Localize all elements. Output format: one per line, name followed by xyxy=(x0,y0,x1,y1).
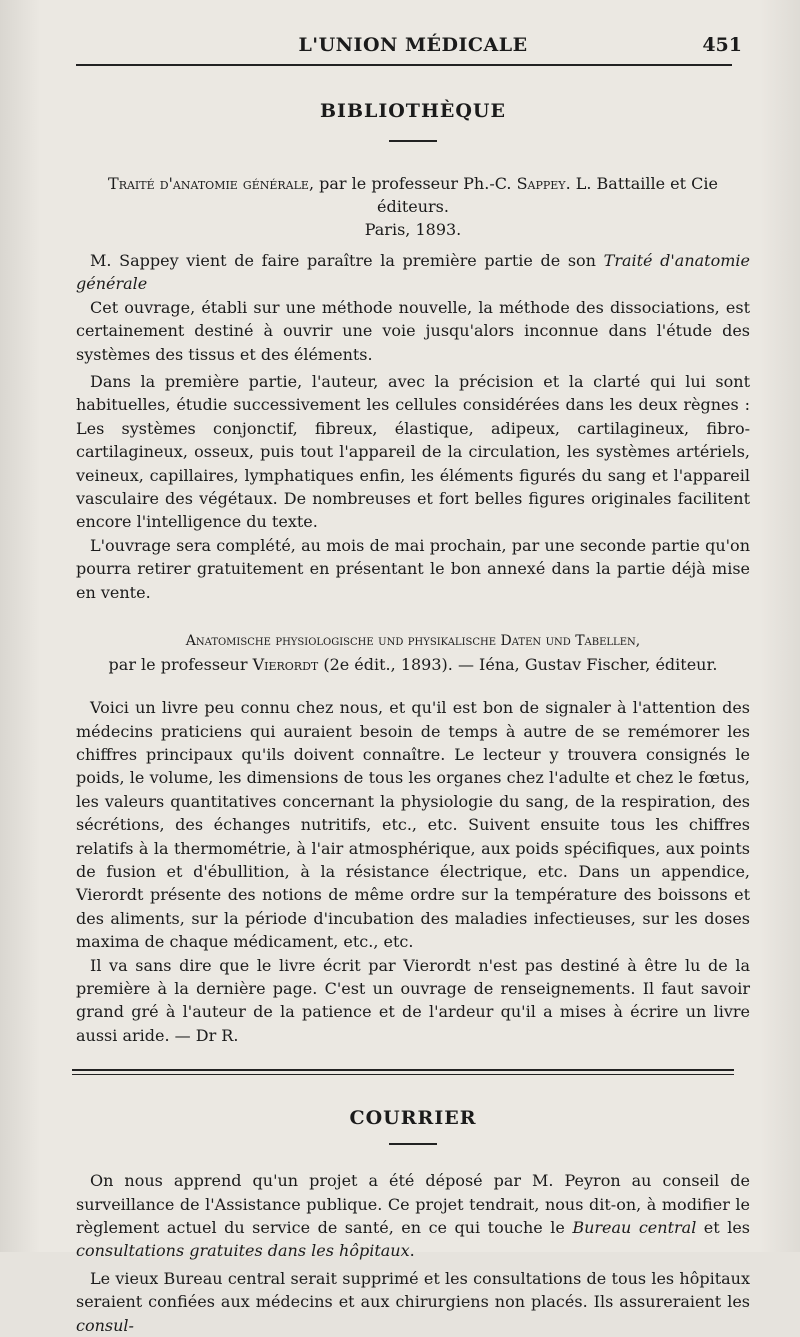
courrier-p1-text-c: . xyxy=(409,1241,415,1261)
courrier-title: COURRIER xyxy=(349,1107,477,1130)
courrier-p1-text-a: On nous apprend qu'un projet a été déposé par M. Peyron au conseil de surveillance de l'Assistance publique. Ce projet tendrait, nous dit-on, à modifier le règlement actuel du service de santé, en ce qui touche le xyxy=(76,1171,750,1237)
running-title: L'UNION MÉDICALE xyxy=(298,34,528,56)
book-reference-2 xyxy=(76,628,750,676)
ref2-tail: (2e édit., 1893). — Iéna, Gustav Fischer, éditeur. xyxy=(318,655,718,675)
courrier-paragraph-1 xyxy=(76,1169,750,1263)
ref2-title: Anatomische physiologische und physikalische Daten und Tabellen, xyxy=(185,633,641,650)
p1-text: M. Sappey vient de faire paraître la première partie de son xyxy=(90,251,604,270)
paragraph-3: Dans la première partie, l'auteur, avec la précision et la clarté qui lui sont habituelles, étudie successivement les cellules considérées dans les deux règnes : Les systèmes conjonctif, fibreux, élastique, adipeux, cartilagineux, fibro-cartilagineux, osseux, puis tout l'appareil de la circulation, les systèmes artériels, veineux, capillaires, lymphatiques enfin, les éléments figurés du sang et l'appareil vasculaire des végétaux. De nombreuses et fort belles figures originales facilitent encore l'intelligence du texte. xyxy=(76,372,750,532)
ref1-author: appey xyxy=(527,174,566,193)
bibliotheque-rule xyxy=(389,140,437,142)
p1-italic: Traité d'anatomie générale xyxy=(76,251,751,294)
ref2-by: par le professeur xyxy=(108,655,253,675)
paragraph-1 xyxy=(76,249,750,296)
book-reference-1 xyxy=(76,172,750,241)
courrier-p1-text-b: et les xyxy=(696,1218,750,1237)
paragraph-6: Il va sans dire que le livre écrit par Vierordt n'est pas destiné à être lu de la première à la dernière page. C'est un ouvrage de renseignements. Il faut savoir grand gré à l'auteur de la patience et de l'ardeur qu'il a mises à écrire un livre aussi aride. — Dr R. xyxy=(76,955,750,1045)
page-number: 451 xyxy=(702,34,742,56)
header-rule xyxy=(76,64,732,66)
courrier-p2-text: Le vieux Bureau central serait supprimé et les consultations de tous les hôpitaux seraient confiées aux médecins et aux chirurgiens non placés. Ils assureraient les xyxy=(76,1268,750,1312)
ref2-author: Vierordt xyxy=(252,655,319,675)
courrier-p2-italic: consul- xyxy=(76,1315,134,1335)
ref1-place: Paris, 1893. xyxy=(364,220,462,239)
courrier-p1-italic-1: Bureau central xyxy=(572,1218,697,1237)
paragraph-5: Voici un livre peu connu chez nous, et qu'il est bon de signaler à l'attention des médecins praticiens qui auraient besoin de temps à autre de se remémorer les chiffres principaux qu'ils doivent connaître. Le lecteur y trouvera consignés le poids, le volume, les dimensions de tous les organes chez l'adulte et chez le fœtus, les valeurs quantitatives concernant la physiologie du sang, de la respiration, des sécrétions, des échanges nutritifs, etc., etc. Suivent ensuite tous les chiffres relatifs à la thermométrie, à l'air atmosphérique, aux poids spécifiques, aux points de fusion et d'ébullition, à la résistance électrique, etc. Dans un appendice, Vierordt présente des notions de même ordre sur la température des boissons et des aliments, sur la période d'incubation des maladies infectieuses, sur les doses maxima de chaque médicament, etc., etc. xyxy=(76,698,750,952)
paragraph-4: L'ouvrage sera complété, au mois de mai prochain, par une seconde partie qu'on pourra retirer gratuitement en présentant le bon annexé dans la partie déjà mise en vente. xyxy=(76,535,750,602)
ref1-author-first: S xyxy=(516,174,528,193)
section-double-rule xyxy=(72,1069,734,1075)
courrier-paragraph-2 xyxy=(76,1267,750,1337)
courrier-p1-italic-2: consultations gratuites dans les hôpitaux xyxy=(76,1241,410,1261)
ref1-work-first: T xyxy=(108,174,119,193)
ref1-tail: . L. Battaille et Cie éditeurs. xyxy=(377,174,718,216)
bibliotheque-title: BIBLIOTHÈQUE xyxy=(320,100,506,122)
running-head xyxy=(76,28,750,64)
ref1-work: raité d'anatomie générale xyxy=(118,174,309,193)
ref1-by: , par le professeur Ph.-C. xyxy=(308,174,517,193)
courrier-rule xyxy=(389,1143,437,1145)
paragraph-2: Cet ouvrage, établi sur une méthode nouvelle, la méthode des dissociations, est certainement destiné à ouvrir une voie jusqu'alors inconnue dans l'étude des systèmes des tissus et des éléments. xyxy=(76,297,750,364)
